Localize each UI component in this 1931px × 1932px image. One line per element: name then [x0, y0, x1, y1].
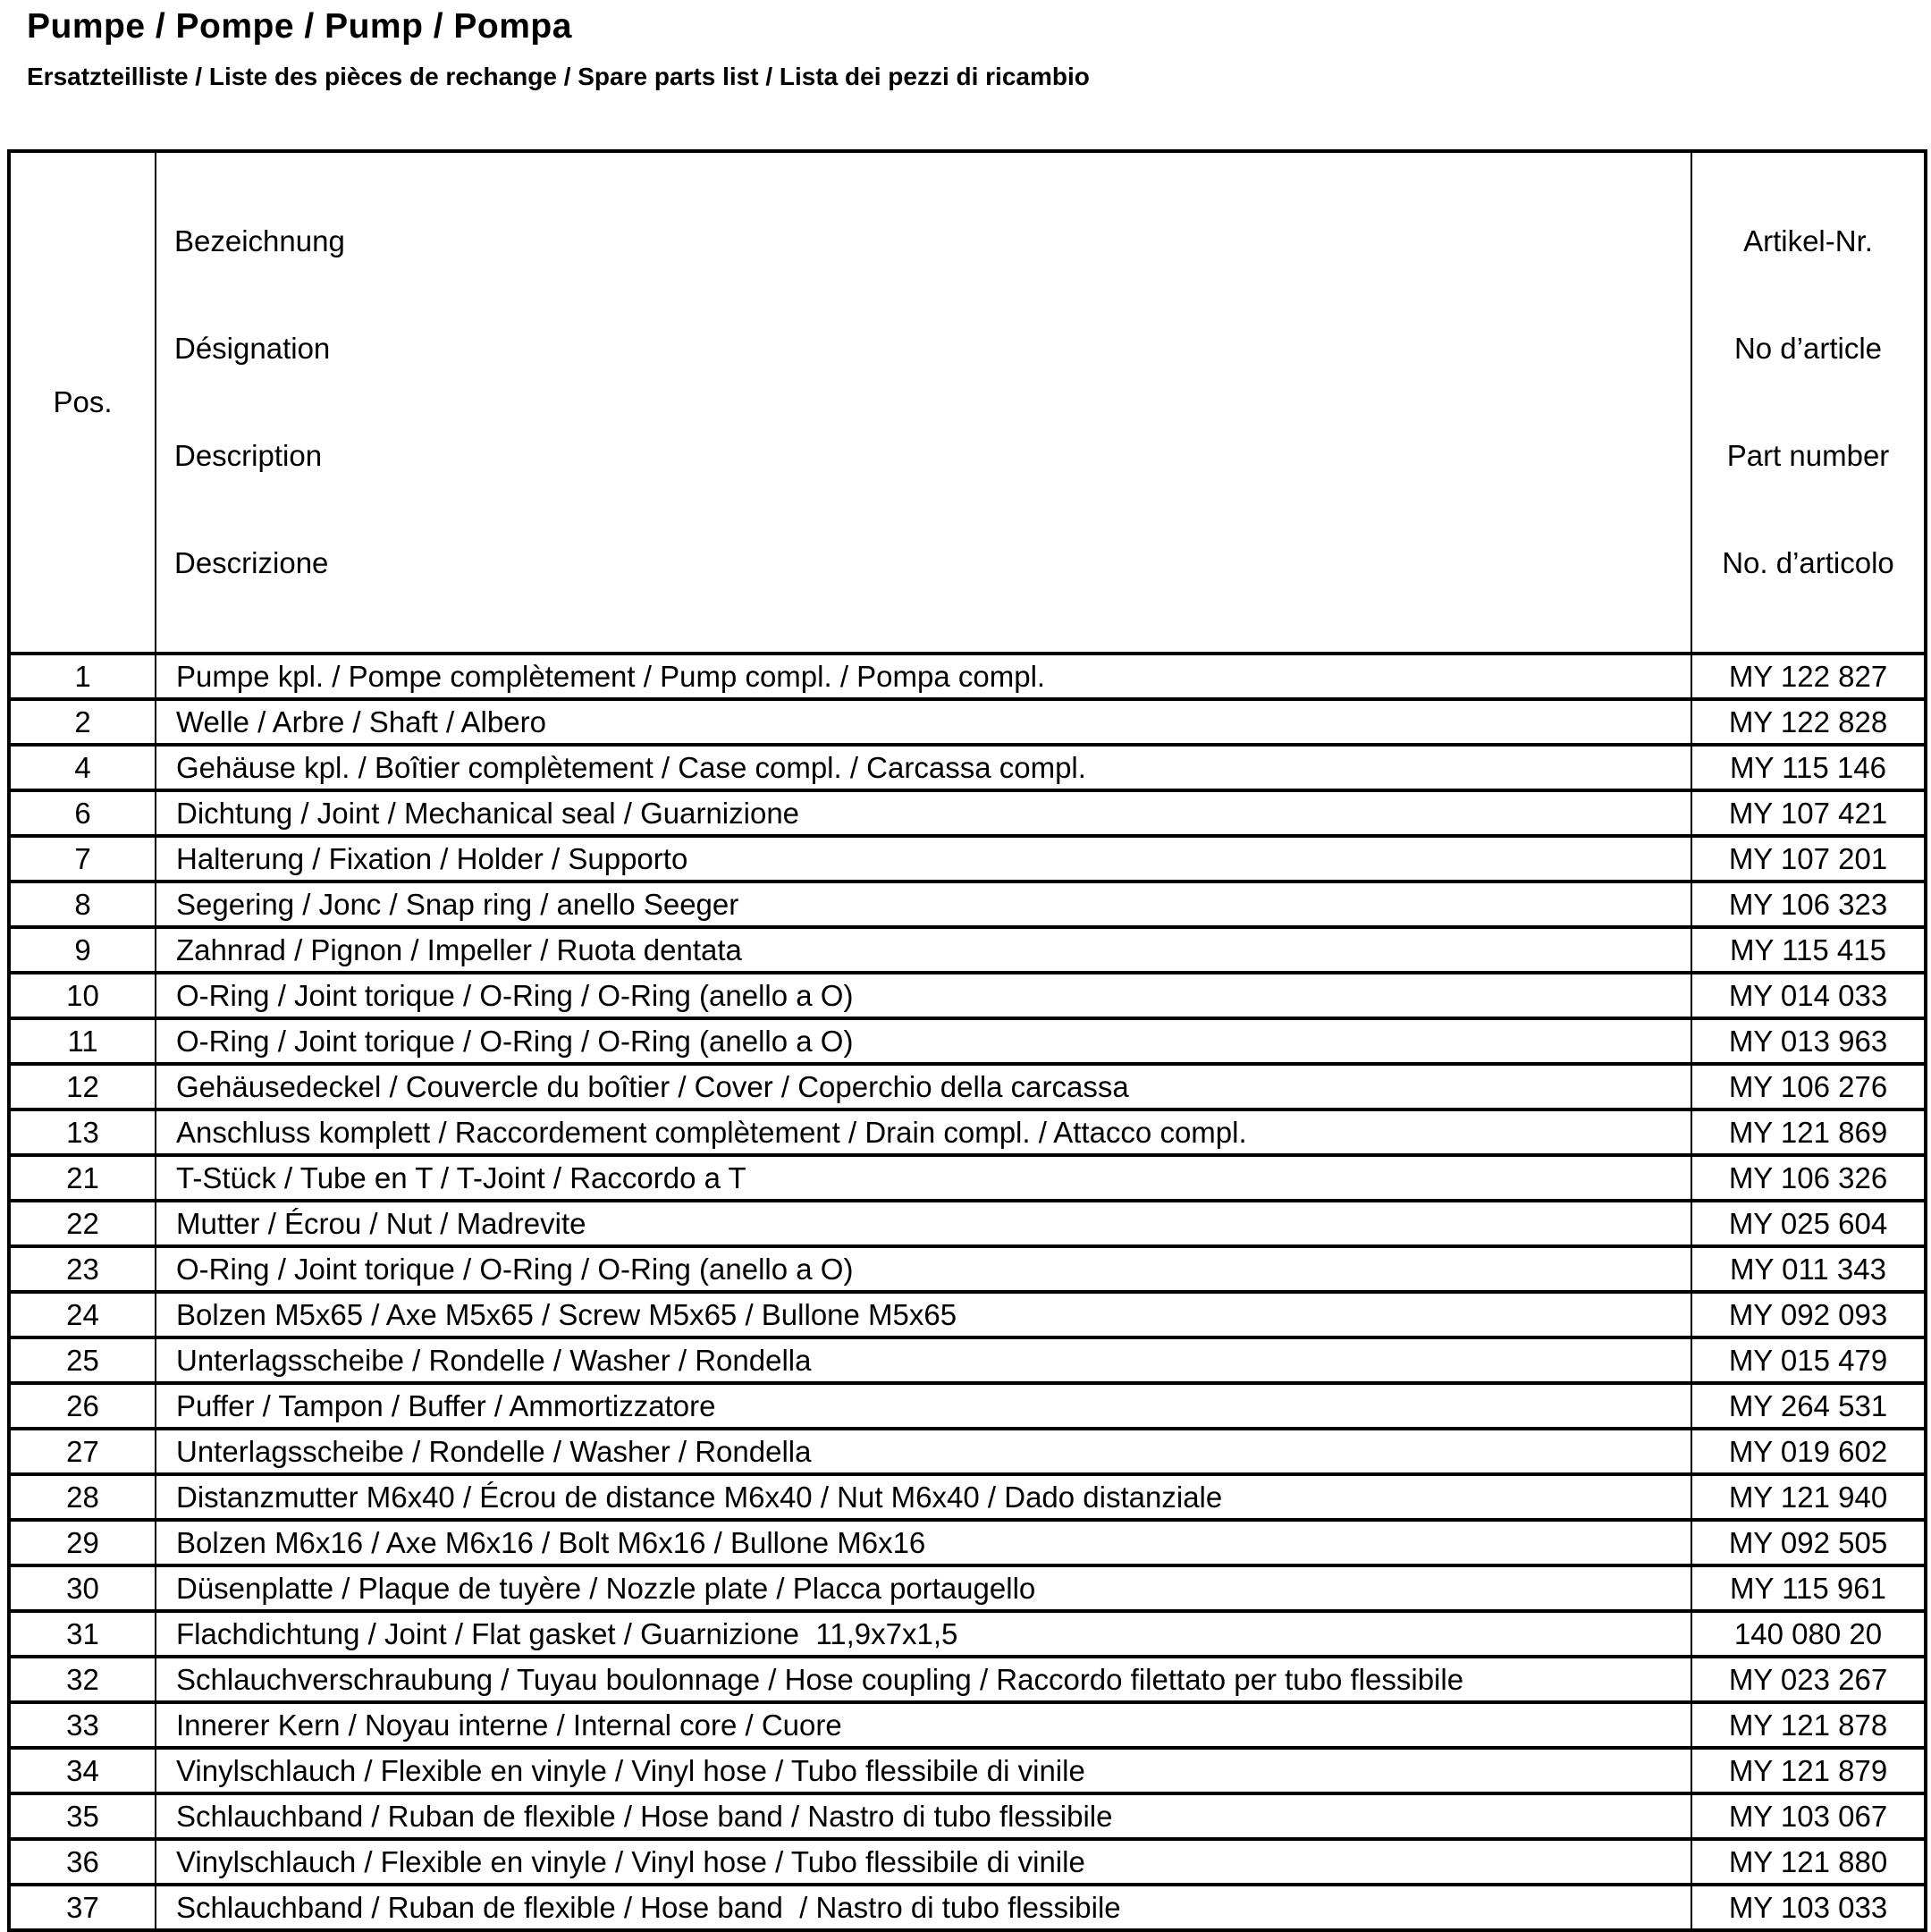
description-cell: Bolzen M5x65 / Axe M5x65 / Screw M5x65 / Bullone M5x65	[156, 1292, 1691, 1337]
table-row	[9, 927, 1926, 973]
page-subtitle: Ersatzteilliste / Liste des pièces de rechange / Spare parts list / Lista dei pezzi di ricambio	[27, 62, 1090, 90]
pos-cell: 26	[9, 1383, 156, 1429]
table-row	[9, 1702, 1926, 1748]
pos-cell: 13	[9, 1109, 156, 1155]
pos-cell: 8	[9, 882, 156, 927]
header-article-de: Artikel-Nr.	[1743, 224, 1873, 258]
table-row	[9, 1748, 1926, 1793]
header-article-number	[1691, 151, 1926, 654]
description-cell: Vinylschlauch / Flexible en vinyle / Vinyl hose / Tubo flessibile di vinile	[156, 1748, 1691, 1793]
pos-cell: 22	[9, 1201, 156, 1246]
description-cell: Flachdichtung / Joint / Flat gasket / Guarnizione 11,9x7x1,5	[156, 1611, 1691, 1657]
pos-cell: 36	[9, 1839, 156, 1885]
table-row	[9, 1064, 1926, 1109]
header-designation	[156, 151, 1691, 654]
pos-cell: 7	[9, 836, 156, 882]
part-number-cell: MY 092 093	[1691, 1292, 1926, 1337]
header-designation-de: Bezeichnung	[174, 224, 345, 258]
table-row	[9, 1611, 1926, 1657]
header-article-fr: No d’article	[1733, 332, 1883, 366]
description-cell: Distanzmutter M6x40 / Écrou de distance M6x40 / Nut M6x40 / Dado distanziale	[156, 1474, 1691, 1520]
part-number-cell: MY 121 880	[1691, 1839, 1926, 1885]
table-row	[9, 1520, 1926, 1565]
description-cell: Gehäusedeckel / Couvercle du boîtier / Cover / Coperchio della carcassa	[156, 1064, 1691, 1109]
table-row	[9, 882, 1926, 927]
description-cell: O-Ring / Joint torique / O-Ring / O-Ring (anello a O)	[156, 1246, 1691, 1292]
description-cell: Unterlagsscheibe / Rondelle / Washer / Rondella	[156, 1337, 1691, 1383]
part-number-cell: MY 015 479	[1691, 1337, 1926, 1383]
part-number-cell: MY 092 505	[1691, 1520, 1926, 1565]
table-row	[9, 1155, 1926, 1201]
pos-cell: 32	[9, 1657, 156, 1702]
pos-cell: 12	[9, 1064, 156, 1109]
header-designation-fr: Désignation	[174, 332, 331, 366]
header-designation-en: Description	[174, 439, 323, 473]
table-row	[9, 699, 1926, 745]
table-row	[9, 654, 1926, 699]
pos-cell: 27	[9, 1429, 156, 1474]
pos-cell: 4	[9, 745, 156, 790]
pos-cell: 33	[9, 1702, 156, 1748]
table-row	[9, 1337, 1926, 1383]
pos-cell: 24	[9, 1292, 156, 1337]
description-cell: Innerer Kern / Noyau interne / Internal core / Cuore	[156, 1702, 1691, 1748]
description-cell: T-Stück / Tube en T / T-Joint / Raccordo a T	[156, 1155, 1691, 1201]
part-number-cell: MY 103 067	[1691, 1793, 1926, 1839]
table-row	[9, 1292, 1926, 1337]
pos-cell: 34	[9, 1748, 156, 1793]
description-cell: Düsenplatte / Plaque de tuyère / Nozzle plate / Placca portaugello	[156, 1565, 1691, 1611]
part-number-cell: MY 115 961	[1691, 1565, 1926, 1611]
table-row	[9, 1657, 1926, 1702]
description-cell: O-Ring / Joint torique / O-Ring / O-Ring (anello a O)	[156, 1018, 1691, 1064]
part-number-cell: MY 122 827	[1691, 654, 1926, 699]
table-row	[9, 1018, 1926, 1064]
part-number-cell: MY 122 828	[1691, 699, 1926, 745]
part-number-cell: 140 080 20	[1691, 1611, 1926, 1657]
pos-cell: 2	[9, 699, 156, 745]
page-title: Pumpe / Pompe / Pump / Pompa	[27, 7, 572, 46]
pos-cell: 1	[9, 654, 156, 699]
description-cell: Anschluss komplett / Raccordement complètement / Drain compl. / Attacco compl.	[156, 1109, 1691, 1155]
spare-parts-table	[7, 149, 1927, 1932]
table-row	[9, 1246, 1926, 1292]
part-number-cell: MY 121 869	[1691, 1109, 1926, 1155]
table-row	[9, 973, 1926, 1018]
pos-cell: 35	[9, 1793, 156, 1839]
pos-cell: 29	[9, 1520, 156, 1565]
table-row	[9, 1839, 1926, 1885]
part-number-cell: MY 019 602	[1691, 1429, 1926, 1474]
table-row	[9, 1109, 1926, 1155]
header-pos: Pos.	[9, 151, 156, 654]
part-number-cell: MY 107 421	[1691, 790, 1926, 836]
description-cell: Dichtung / Joint / Mechanical seal / Guarnizione	[156, 790, 1691, 836]
table-row	[9, 1565, 1926, 1611]
description-cell: Unterlagsscheibe / Rondelle / Washer / Rondella	[156, 1429, 1691, 1474]
description-cell: Segering / Jonc / Snap ring / anello Seeger	[156, 882, 1691, 927]
description-cell: O-Ring / Joint torique / O-Ring / O-Ring (anello a O)	[156, 973, 1691, 1018]
table-row	[9, 745, 1926, 790]
part-number-cell: MY 121 878	[1691, 1702, 1926, 1748]
part-number-cell: MY 115 146	[1691, 745, 1926, 790]
pos-cell: 37	[9, 1885, 156, 1930]
part-number-cell: MY 023 267	[1691, 1657, 1926, 1702]
description-cell: Schlauchband / Ruban de flexible / Hose band / Nastro di tubo flessibile	[156, 1885, 1691, 1930]
table-header-row	[9, 151, 1926, 654]
pos-cell: 10	[9, 973, 156, 1018]
pos-cell: 9	[9, 927, 156, 973]
part-number-cell: MY 264 531	[1691, 1383, 1926, 1429]
header-article-it: No. d’articolo	[1722, 546, 1894, 580]
table-row	[9, 836, 1926, 882]
description-cell: Zahnrad / Pignon / Impeller / Ruota dentata	[156, 927, 1691, 973]
table-row	[9, 1383, 1926, 1429]
table-row	[9, 1429, 1926, 1474]
table-row	[9, 790, 1926, 836]
description-cell: Welle / Arbre / Shaft / Albero	[156, 699, 1691, 745]
description-cell: Vinylschlauch / Flexible en vinyle / Vinyl hose / Tubo flessibile di vinile	[156, 1839, 1691, 1885]
pos-cell: 11	[9, 1018, 156, 1064]
description-cell: Schlauchverschraubung / Tuyau boulonnage / Hose coupling / Raccordo filettato per tubo flessibile	[156, 1657, 1691, 1702]
description-cell: Halterung / Fixation / Holder / Supporto	[156, 836, 1691, 882]
pos-cell: 31	[9, 1611, 156, 1657]
table-row	[9, 1201, 1926, 1246]
part-number-cell: MY 013 963	[1691, 1018, 1926, 1064]
part-number-cell: MY 014 033	[1691, 973, 1926, 1018]
part-number-cell: MY 103 033	[1691, 1885, 1926, 1930]
table-row	[9, 1793, 1926, 1839]
description-cell: Mutter / Écrou / Nut / Madrevite	[156, 1201, 1691, 1246]
header-article-en: Part number	[1726, 439, 1890, 473]
description-cell: Schlauchband / Ruban de flexible / Hose band / Nastro di tubo flessibile	[156, 1793, 1691, 1839]
part-number-cell: MY 011 343	[1691, 1246, 1926, 1292]
part-number-cell: MY 107 201	[1691, 836, 1926, 882]
pos-cell: 28	[9, 1474, 156, 1520]
part-number-cell: MY 106 323	[1691, 882, 1926, 927]
part-number-cell: MY 106 326	[1691, 1155, 1926, 1201]
pos-cell: 6	[9, 790, 156, 836]
pos-cell: 21	[9, 1155, 156, 1201]
part-number-cell: MY 121 879	[1691, 1748, 1926, 1793]
table-row	[9, 1885, 1926, 1930]
pos-cell: 23	[9, 1246, 156, 1292]
pos-cell: 25	[9, 1337, 156, 1383]
description-cell: Pumpe kpl. / Pompe complètement / Pump compl. / Pompa compl.	[156, 654, 1691, 699]
description-cell: Bolzen M6x16 / Axe M6x16 / Bolt M6x16 / Bullone M6x16	[156, 1520, 1691, 1565]
table-row	[9, 1474, 1926, 1520]
header-designation-it: Descrizione	[174, 546, 329, 580]
description-cell: Puffer / Tampon / Buffer / Ammortizzatore	[156, 1383, 1691, 1429]
part-number-cell: MY 106 276	[1691, 1064, 1926, 1109]
part-number-cell: MY 025 604	[1691, 1201, 1926, 1246]
part-number-cell: MY 121 940	[1691, 1474, 1926, 1520]
pos-cell: 30	[9, 1565, 156, 1611]
description-cell: Gehäuse kpl. / Boîtier complètement / Case compl. / Carcassa compl.	[156, 745, 1691, 790]
part-number-cell: MY 115 415	[1691, 927, 1926, 973]
